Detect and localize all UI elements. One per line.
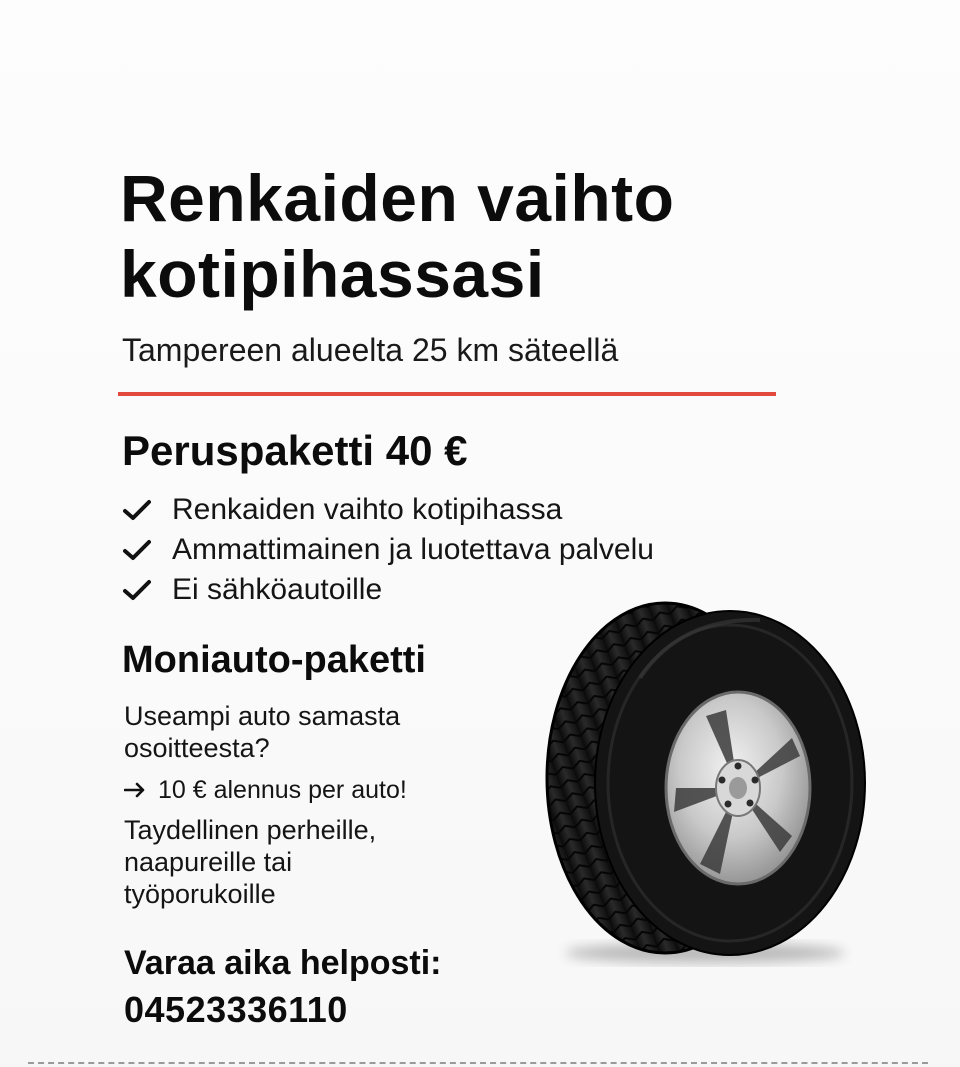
phone-number[interactable]: 04523336110: [124, 989, 348, 1030]
feature-label: Ei sähköautoille: [172, 573, 383, 606]
basic-package-title: Peruspaketti 40 €: [122, 427, 468, 474]
booking-label: Varaa aika helposti:: [124, 944, 442, 982]
feature-label: Ammattimainen ja luotettava palvelu: [172, 533, 654, 566]
discount-offer: [124, 774, 407, 806]
basic-package-features: [122, 490, 654, 610]
check-icon: [122, 538, 152, 562]
tire-icon: [530, 598, 870, 968]
feature-label: Renkaiden vaihto kotipihassa: [172, 493, 563, 526]
audience-line-2: naapureille tai: [124, 847, 293, 877]
feature-item: [122, 530, 654, 570]
arrow-right-icon: [124, 782, 146, 798]
headline: [120, 160, 900, 312]
multi-car-package-description: [124, 700, 407, 910]
check-icon: [122, 498, 152, 522]
service-area-subtitle: Tampereen alueelta 25 km säteellä: [122, 332, 619, 368]
multi-car-question-line-1: Useampi auto samasta: [124, 701, 401, 731]
audience-line-1: Taydellinen perheille,: [124, 815, 377, 845]
feature-item: [122, 490, 654, 530]
check-icon: [122, 578, 152, 602]
multi-car-question-line-2: osoitteesta?: [124, 733, 270, 763]
multi-car-package-title: Moniauto-paketti: [122, 639, 426, 681]
dashed-cut-line: [28, 1062, 928, 1064]
headline-line-2: kotipihassasi: [120, 237, 545, 311]
headline-line-1: Renkaiden vaihto: [120, 161, 675, 235]
accent-divider: [118, 392, 776, 396]
discount-text: 10 € alennus per auto!: [158, 776, 407, 804]
audience-line-3: työporukoille: [124, 879, 276, 909]
